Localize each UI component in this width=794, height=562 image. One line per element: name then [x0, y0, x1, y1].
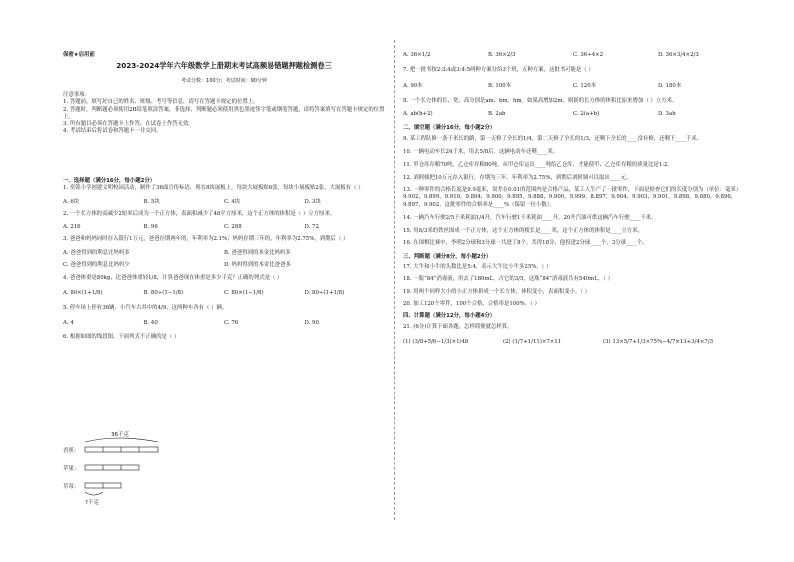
- row-label-banana: 香蕉：: [63, 448, 80, 454]
- right-column: [403, 52, 743, 346]
- option: C. 76: [224, 320, 239, 327]
- question: 8. 一个长方体的长、宽、高分别是am、bm、hm。如果高增加2m，则新的长方体的体积比原来增加（ ）立方米。: [403, 97, 678, 104]
- option: D. 90: [304, 320, 319, 327]
- question: 14. 一辆汽车行驶2/5千米耗油1/4升，汽车行驶1千米耗油____升，20升汽油可供这辆汽车行驶____千米。: [403, 214, 657, 221]
- option: B. 96: [143, 224, 158, 231]
- row-label-strawberry: 草莓：: [63, 484, 80, 490]
- question: 1. 奕铭小学创建文明校园活动，制作了36面宣传标语，现在8块展板上，每块大展板贴6张，每块小展板贴2张，大展板有（ ）: [63, 185, 364, 192]
- option: C. 爸爸得到的利息比妈妈少: [63, 262, 130, 269]
- option: B. 40: [143, 320, 158, 327]
- calc-item: (1) (3/8+5/6−1/3)×1/48: [403, 338, 469, 345]
- options: [403, 83, 743, 90]
- calc-item: (3) 13×5/7+1/3×75%−4/7×13+3/4×7/3: [603, 338, 714, 345]
- option: D. 妈妈得到的本金比爸爸多: [224, 262, 291, 269]
- option: B. 爸爸得到的本金比妈妈多: [224, 249, 291, 256]
- notes: [63, 92, 385, 136]
- section-heading: 一、选择题（满分16分，每小题2分）: [63, 178, 156, 184]
- diagram-top-label: 36千克: [111, 432, 129, 438]
- question: 20. 加工120个零件，100个合格，合格率是100%。（ ）: [403, 300, 540, 307]
- row-label-apple: 苹果：: [63, 466, 80, 472]
- option: A. 4: [63, 320, 74, 327]
- option: B. 36×2/3: [488, 52, 516, 58]
- note-item: 4. 考试结束后将试卷和答题卡一并交回。: [63, 128, 162, 135]
- option: A. 6块: [63, 198, 80, 205]
- options: [63, 320, 385, 327]
- question: 9. 某工程队修一条千米长的路，第一天修了全长的1/4，第二天修了全长的1/3，还剩下全长的____没有修，还剩下____千米。: [403, 135, 703, 142]
- question: 18. 一瓶“84”消毒液，用去了180mL，占它的3/5，这瓶“84”消毒液共有540mL。（ ）: [403, 276, 614, 283]
- options: [63, 199, 385, 206]
- question: 17. 大牛和小牛的头数比是5:4，表示大牛比小牛多25%。（ ）: [403, 264, 552, 271]
- question: 6. 根据如图的线段图，下面列式不正确的是（ ）: [63, 333, 180, 340]
- option: C. 36÷4×2: [573, 52, 604, 58]
- calc-item: (2) (1/7+1/11)×7×11: [503, 338, 562, 345]
- question: 13. 一种零件的合格长度是9.9毫米，误差在0.01的范围内是合格产品，某工人生产了一批零件，下面是检查它们的长度分别为（单位：毫米）9.902，9.899，9.910，9.894，9.900，9.895，9.888，9.900，9.999，8.897，9.904，9.903，9.901，9.898，9.880，9.896，9.897，9.902，这批零件的合格率是____%（保留一位小数）。: [403, 186, 742, 208]
- column-divider: [394, 40, 395, 520]
- option: A. 爸爸得到的利息比妈妈多: [63, 249, 130, 256]
- calc-items: [403, 339, 743, 346]
- option: B. 5块: [143, 198, 160, 205]
- section-heading: 三、判断题（满分8分，每小题2分）: [403, 253, 492, 260]
- question: 16. 在围棋比赛中，李明2分球和3分球一共进了8个，共得18分，他投进2分球____个，3分球____个。: [403, 240, 648, 247]
- options: [403, 111, 743, 118]
- option: B. 2ab: [488, 111, 506, 118]
- option: D. 180本: [658, 82, 682, 89]
- question: 2. 一个长方体的高减少2厘米后成为一个正方体，表面积减少了48平方厘米，这个正方体的体积是（ ）立方厘米。: [63, 210, 336, 217]
- section-heading: 四、计算题（满分12分，每小题4分）: [403, 313, 496, 320]
- question: 19. 用两个同样大小的小正方体拼成一个长方体，体积变小，表面积变小。（ ）: [403, 288, 591, 295]
- diagram-bottom-label: ?千克: [85, 500, 99, 506]
- option: C. 4块: [224, 198, 241, 205]
- section-choice: [63, 178, 385, 341]
- question: 3. 爸爸和妈妈同时存入银行1万元，爸爸存期两年的，年利率为2.1%；妈妈存期三年的，年利率为2.75%，到期后（ ）: [63, 236, 349, 243]
- option: A. 80×(1+1/8): [63, 289, 103, 296]
- option: B. 80÷(1−1/8): [143, 289, 184, 296]
- question: 21. (6分)计算下面各题，怎样简便就怎样算。: [403, 323, 513, 330]
- option: C. 80×(1−1/8): [224, 289, 264, 296]
- question: 7. 把一批书按2:3:4或3:4:5两种方案分给3个班，五种方案，这批书可能是（ ）: [403, 67, 594, 74]
- option: B. 100本: [488, 82, 512, 89]
- question: 15. 用8/3米的铁丝围成一个正方体，这个正方体的棱长是____米，这个正方体的体积是____立方米。: [403, 228, 643, 235]
- option: D. 36×3/4×2/3: [658, 52, 699, 58]
- option: D. 3ab: [658, 111, 676, 118]
- section-heading: 二、填空题（满分16分，每小题2分）: [403, 125, 496, 132]
- brace-bottom: [85, 492, 103, 495]
- option: A. 216: [63, 224, 81, 231]
- option: D. 72: [304, 224, 319, 231]
- option: A. 36×1/2: [403, 52, 431, 58]
- question: 12. 刘阿姨把10万元存入银行，存期为三年，年利率为2.75%，到期后刘阿姨可以取出____元。: [403, 174, 632, 181]
- option: C. 2(a+b): [573, 111, 600, 118]
- option: D. 80÷(1+1/8): [304, 289, 345, 296]
- question: 10. 一辆电动车长24千米，用去5/8后，这辆电动车还剩____米。: [403, 149, 559, 156]
- segment-diagram: [63, 428, 183, 508]
- option: D. 3块: [304, 198, 321, 205]
- note-item: 3. 所有题目必须在答题卡上作答，在试卷上作答无效。: [63, 121, 194, 128]
- note-item: 1. 答题前，填写好自己的姓名、班级、考号等信息，请写在答题卡规定的位置上。: [63, 99, 259, 106]
- option: A. ab(h+2): [403, 111, 433, 118]
- question: 5. 停车场上停有36辆，小汽车占其中的4/9，这两种车各有（ ）辆。: [63, 304, 228, 311]
- options: [63, 262, 385, 269]
- notes-heading: 注意事项：: [63, 92, 90, 98]
- banana-bar: [85, 447, 158, 452]
- brace-top: [85, 438, 158, 442]
- options: [63, 290, 385, 297]
- option: C. 120本: [573, 82, 597, 89]
- question: 11. 甲仓库存粮70吨，乙仓库存粮80吨，从甲仓库运出____吨给乙仓库，才能使甲、乙仓库存粮的质量比是1:2。: [403, 162, 673, 169]
- apple-bar: [85, 465, 139, 470]
- option: A. 90本: [403, 82, 423, 89]
- options: [63, 224, 385, 231]
- note-item: 2. 答题时，判断题必须使用2B铅笔填涂答案，非选择、判断题必须使用黑色墨迹签字笔或钢笔答题，请将答案填写在答题卡规定的位置上。: [63, 106, 385, 120]
- question: 4. 爸爸体重是80kg，比爸爸体重轻1/8，计算爸爸现在体重是多少千克？正确的列式是（ ）: [63, 275, 283, 282]
- options: [63, 250, 385, 257]
- secret-label: 保密★启用前: [63, 52, 95, 58]
- options: [403, 52, 743, 59]
- exam-subtitle: 考试分数：100分；考试时间：90分钟: [181, 78, 267, 84]
- exam-title: 2023-2024学年六年级数学上册期末考试高频易错题押题检测卷三: [116, 61, 332, 70]
- option: C. 288: [224, 224, 242, 231]
